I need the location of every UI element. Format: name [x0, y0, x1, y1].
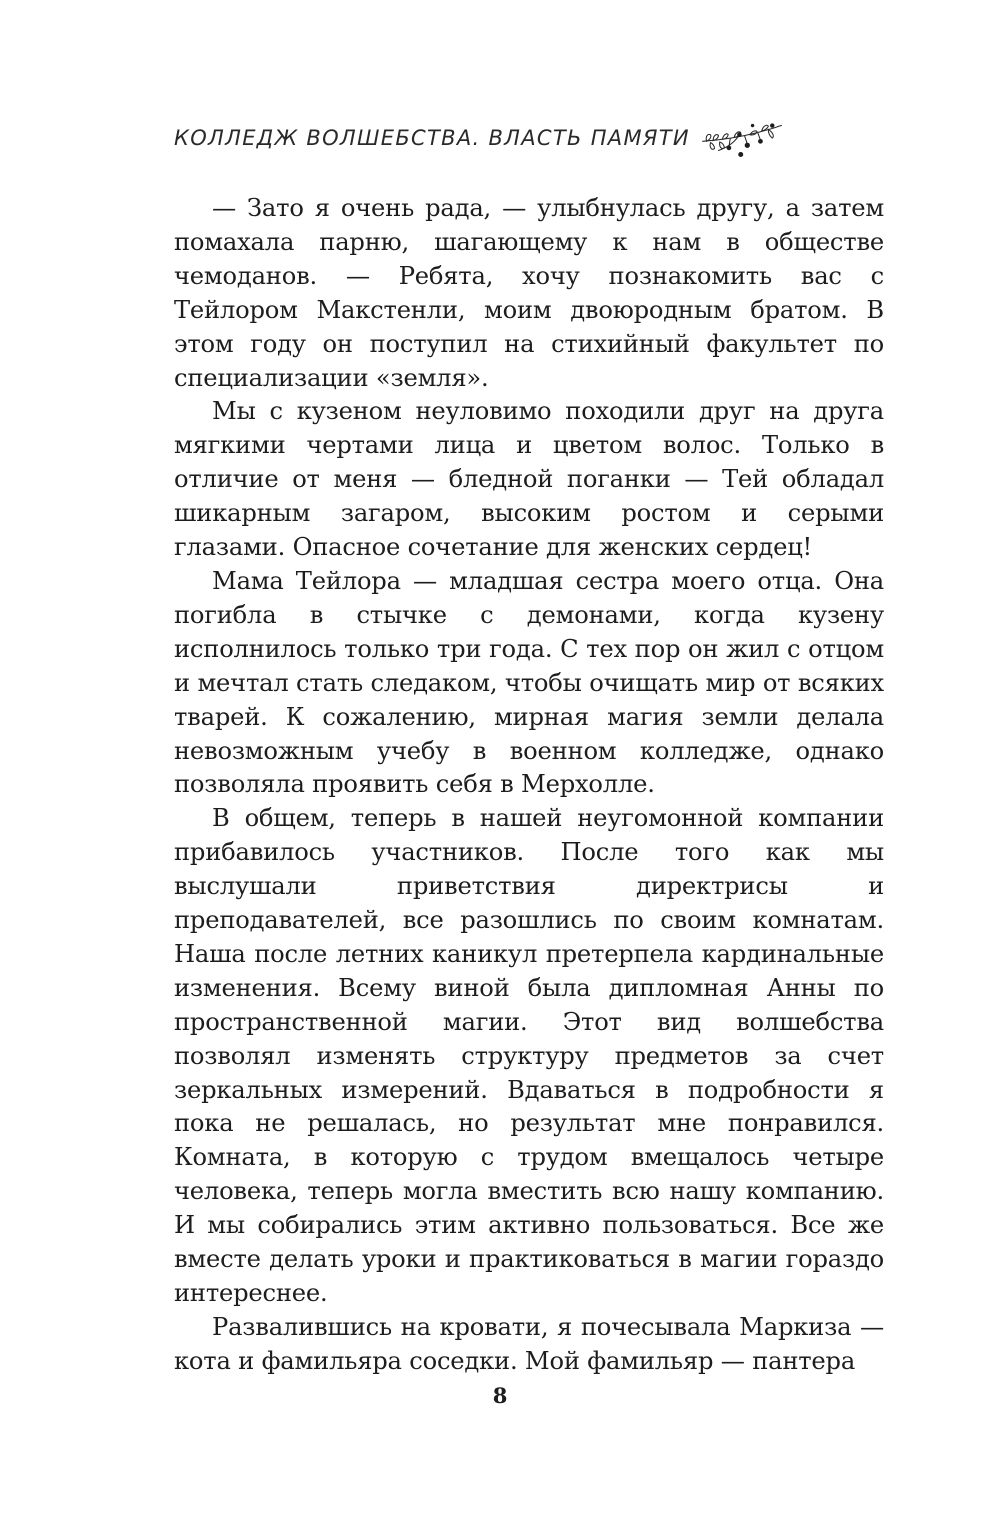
paragraph: — Зато я очень рада, — улыбнулась другу, а затем помахала парню, шагающему к нам в обществе чемоданов. — Ребята, хочу познакомить вас с Тейлором Макстенли, моим двоюродным братом. В этом году он поступил на стихийный факультет по специализации «земля». [174, 194, 884, 392]
paragraph: В общем, теперь в нашей неугомонной компании прибавилось участников. После того как мы выслушали приветствия директрисы и преподавателей, все разошлись по своим комнатам. Наша после летних каникул претерпела кардинальные изменения. Всему виной была дипломная Анны по пространственной магии. Этот вид волшебства позволял изменять структуру предметов за счет зеркальных измерений. Вдаваться в подробности я пока не решалась, но результат мне понравился. Комната, в которую с трудом вмещалось четыре человека, теперь могла вместить всю нашу компанию. И мы собирались этим активно пользоваться. Все же вместе делать уроки и практиковаться в магии гораздо интереснее. [174, 804, 884, 1307]
running-title: КОЛЛЕДЖ ВОЛШЕБСТВА. ВЛАСТЬ ПАМЯТИ [174, 126, 690, 150]
berry-branch-icon [700, 112, 784, 168]
running-header [174, 108, 784, 168]
paragraph: Мы с кузеном неуловимо походили друг на друга мягкими чертами лица и цветом волос. Только в отличие от меня — бледной поганки — Тей обладал шикарным загаром, высоким ростом и серыми глазами. Опасное сочетание для женских сердец! [174, 397, 884, 562]
paragraph: Мама Тейлора — младшая сестра моего отца. Она погибла в стычке с демонами, когда кузену исполнилось только три года. С тех пор он жил с отцом и мечтал стать следаком, чтобы очищать мир от всяких тварей. К сожалению, мирная магия земли делала невозможным учебу в военном колледже, однако позволяла проявить себя в Мерхолле. [174, 566, 884, 799]
body-text [174, 192, 884, 1379]
paragraph: Развалившись на кровати, я почесывала Маркиза — кота и фамильяра соседки. Мой фамильяр — пантера [174, 1312, 884, 1375]
page-number: 8 [492, 1383, 508, 1408]
